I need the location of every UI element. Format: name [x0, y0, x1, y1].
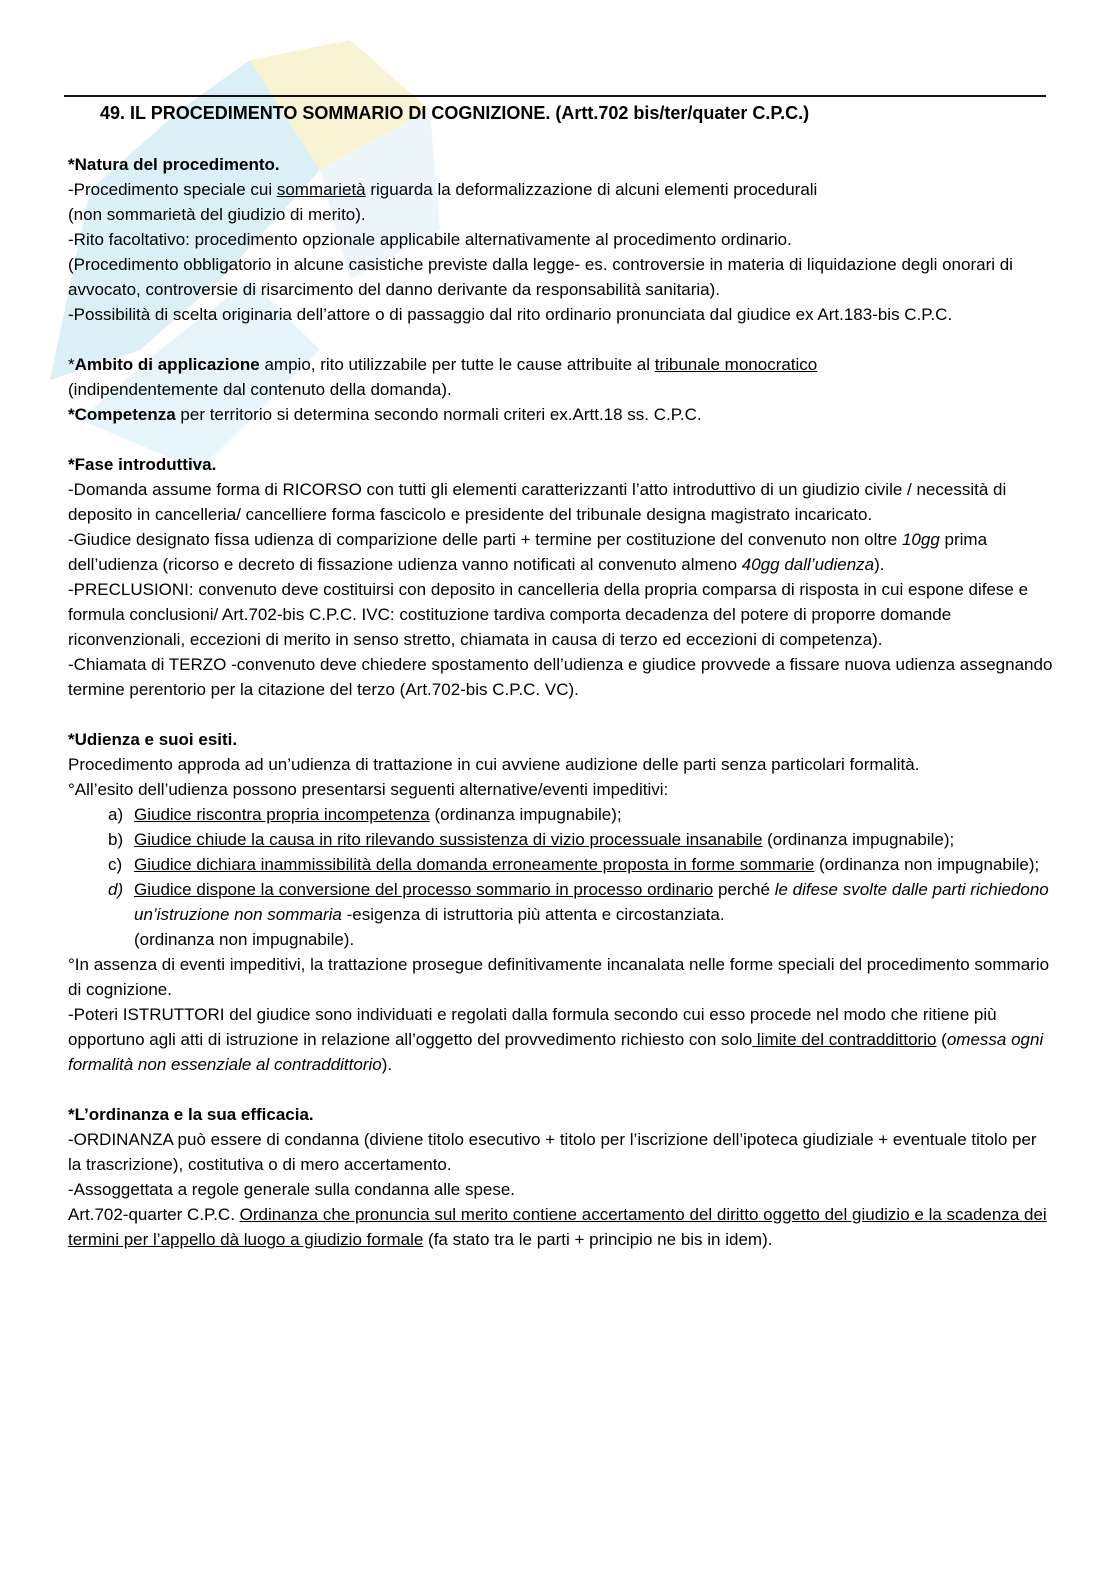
- paragraph: -Possibilità di scelta originaria dell’attore o di passaggio dal rito ordinario pronunciata dal giudice ex Art.183-bis C.P.C.: [68, 305, 953, 324]
- section-ambito: [68, 352, 1053, 427]
- paragraph: [68, 177, 1053, 202]
- list-item: [68, 852, 1053, 877]
- underlined-term: Giudice dichiara inammissibilità della domanda erroneamente proposta in forme sommarie: [134, 855, 815, 874]
- paragraph: [68, 527, 1053, 577]
- list-item: [68, 877, 1053, 952]
- italic-term: omessa ogni formalità non essenziale al contraddittorio: [68, 1030, 1044, 1074]
- paragraph: [68, 402, 1053, 427]
- heading-udienza: *Udienza e suoi esiti.: [68, 730, 238, 749]
- paragraph: -Rito facoltativo: procedimento opzionale applicabile alternativamente al procedimento ordinario.: [68, 230, 792, 249]
- section-ordinanza: [68, 1102, 1053, 1252]
- text-span: (ordinanza impugnabile);: [429, 805, 622, 824]
- document-page: [68, 99, 1053, 1252]
- list-item: [68, 802, 1053, 827]
- paragraph: -PRECLUSIONI: convenuto deve costituirsi con deposito in cancelleria della propria comparsa di risposta in cui espone difese e formula conclusioni/ Art.702-bis C.P.C. IVC: costituzione tardiva comporta decadenza del potere di proporre domande riconvenzionali, eccezioni di merito in senso stretto, chiamata in causa di terzo ed eccezioni di competenza).: [68, 580, 1029, 649]
- underlined-term: Giudice chiude la causa in rito rilevando sussistenza di vizio processuale insanabile: [134, 830, 763, 849]
- bold-term: Ambito di applicazione: [74, 355, 260, 374]
- list-marker: b): [108, 830, 124, 849]
- outcome-list: [68, 802, 1053, 952]
- text-span: per territorio si determina secondo normali criteri ex.Artt.18 ss. C.P.C.: [175, 405, 702, 424]
- underlined-term: tribunale monocratico: [654, 355, 818, 374]
- underlined-term: Giudice dispone la conversione del processo sommario in processo ordinario: [134, 880, 714, 899]
- text-span: riguarda la deformalizzazione di alcuni elementi procedurali: [365, 180, 818, 199]
- paragraph: (Procedimento obbligatorio in alcune casistiche previste dalla legge- es. controversie in materia di liquidazione degli onorari di avvocato, controversie di risarcimento del danno derivante da responsabilità sanitaria).: [68, 255, 1013, 299]
- paragraph: °In assenza di eventi impeditivi, la trattazione prosegue definitivamente incanalata nelle forme speciali del procedimento sommario di cognizione.: [68, 955, 1050, 999]
- text-span: ).: [381, 1055, 393, 1074]
- heading-ordinanza: *L’ordinanza e la sua efficacia.: [68, 1105, 314, 1124]
- list-item: [68, 827, 1053, 852]
- text-span: (ordinanza non impugnabile);: [814, 855, 1040, 874]
- list-marker: a): [108, 805, 124, 824]
- paragraph: -Chiamata di TERZO -convenuto deve chiedere spostamento dell’udienza e giudice provvede a fissare nuova udienza assegnando termine perentorio per la citazione del terzo (Art.702-bis C.P.C. VC).: [68, 655, 1053, 699]
- paragraph: °All’esito dell’udienza possono presentarsi seguenti alternative/eventi impeditivi:: [68, 780, 669, 799]
- heading-natura: *Natura del procedimento.: [68, 155, 280, 174]
- paragraph: -ORDINANZA può essere di condanna (diviene titolo esecutivo + titolo per l’iscrizione dell’ipoteca giudiziale + eventuale titolo per la trascrizione), costitutiva o di mero accertamento.: [68, 1130, 1037, 1174]
- text-span: -Giudice designato fissa udienza di comparizione delle parti + termine per costituzione del convenuto non oltre: [68, 530, 902, 549]
- text-span: (ordinanza impugnabile);: [762, 830, 955, 849]
- top-rule: [64, 95, 1046, 97]
- italic-term: 40gg dall’udienza: [741, 555, 875, 574]
- bold-term: *Competenza: [68, 405, 176, 424]
- text-span: (: [936, 1030, 947, 1049]
- text-span: ampio, rito utilizzabile per tutte le cause attribuite al: [259, 355, 655, 374]
- paragraph: Procedimento approda ad un’udienza di trattazione in cui avviene audizione delle parti senza particolari formalità.: [68, 755, 920, 774]
- text-span: -Poteri ISTRUTTORI del giudice sono individuati e regolati dalla formula secondo cui esso procede nel modo che ritiene più opportuno agli atti di istruzione in relazione all’oggetto del provvedimento richiesto con solo: [68, 1005, 997, 1049]
- text-span: perché: [713, 880, 775, 899]
- page-title: 49. IL PROCEDIMENTO SOMMARIO DI COGNIZIONE. (Artt.702 bis/ter/quater C.P.C.): [100, 103, 810, 123]
- list-marker: d): [108, 880, 124, 899]
- underlined-term: limite del contraddittorio: [752, 1030, 937, 1049]
- text-span: *: [68, 355, 75, 374]
- paragraph: -Domanda assume forma di RICORSO con tutti gli elementi caratterizzanti l’atto introduttivo di un giudizio civile / necessità di deposito in cancelleria/ cancelliere forma fascicolo e presidente del tribunale designa magistrato incaricato.: [68, 480, 1007, 524]
- italic-term: 10gg: [901, 530, 940, 549]
- text-span: ).: [874, 555, 885, 574]
- text-span: Art.702-quarter C.P.C.: [68, 1205, 240, 1224]
- section-natura: [68, 152, 1053, 327]
- paragraph: (non sommarietà del giudizio di merito).: [68, 205, 366, 224]
- list-marker: c): [108, 855, 123, 874]
- text-span: (fa stato tra le parti + principio ne bis in idem).: [423, 1230, 773, 1249]
- paragraph: (indipendentemente dal contenuto della domanda).: [68, 380, 452, 399]
- section-fase-introduttiva: [68, 452, 1053, 702]
- section-udienza: [68, 727, 1053, 1077]
- text-span: (ordinanza non impugnabile).: [134, 930, 355, 949]
- paragraph: [68, 352, 1053, 377]
- heading-fase: *Fase introduttiva.: [68, 455, 217, 474]
- paragraph: [68, 1202, 1053, 1252]
- underlined-term: sommarietà: [276, 180, 366, 199]
- underlined-term: Giudice riscontra propria incompetenza: [134, 805, 430, 824]
- text-span: -esigenza di istruttoria più attenta e circostanziata.: [341, 905, 725, 924]
- paragraph: [68, 1002, 1053, 1077]
- paragraph: -Assoggettata a regole generale sulla condanna alle spese.: [68, 1180, 516, 1199]
- underlined-term: Ordinanza che pronuncia sul merito contiene accertamento del diritto oggetto del giudizio e la scadenza dei termini per l’appello dà luogo a giudizio formale: [68, 1205, 1047, 1249]
- text-span: prima dell’udienza (ricorso e decreto di fissazione udienza vanno notificati al convenuto almeno: [68, 530, 988, 574]
- italic-term: le difese svolte dalle parti richiedono un’istruzione non sommaria: [134, 880, 1049, 924]
- text-span: -Procedimento speciale cui: [68, 180, 277, 199]
